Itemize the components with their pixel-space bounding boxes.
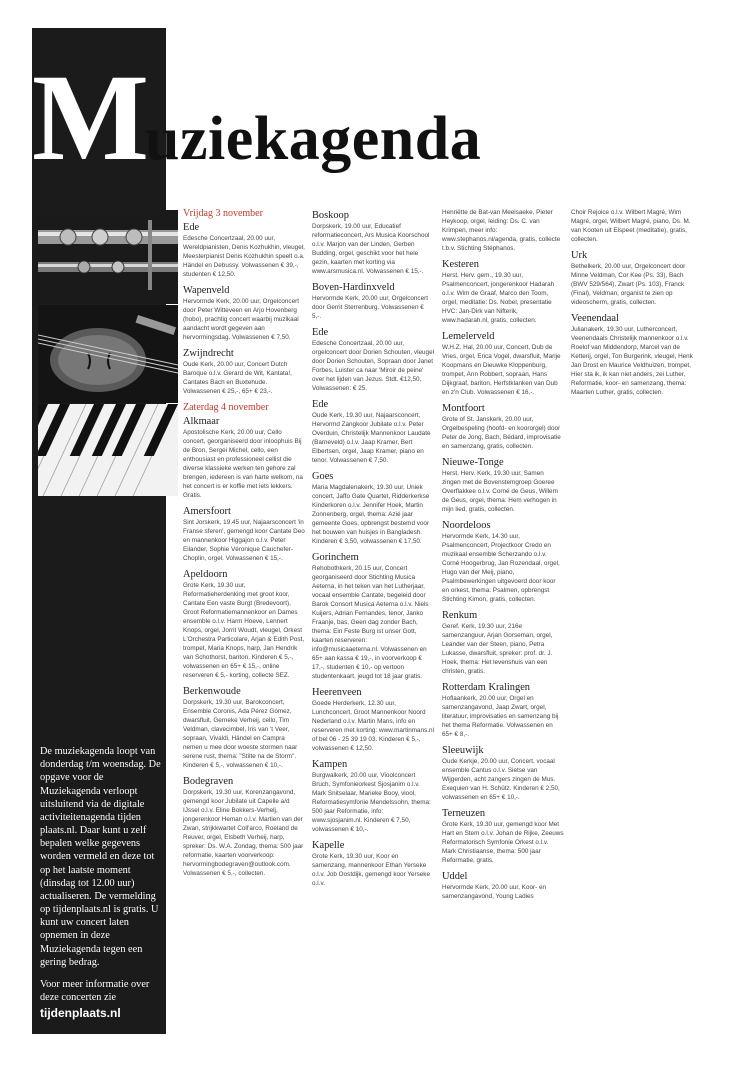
concert-details: Grote of St. Janskerk, 20.00 uur, Orgelbespeling (hoofd- en koororgel) door Peter de Jong, Bach, Bédard, improvisatie en samenzang, gratis, collecten. <box>442 415 561 450</box>
concert-details: Herst. Herv. gem., 19.30 uur, Psalmenconcert, jongerenkoor Hadarah o.l.v. Wim de Graaf, Marco den Toom, orgel, meditatie: Ds. Nobel, presentatie HVC: Jan-Dirk van Nifterik, www.hadarah.nl, gratis, collecten. <box>442 271 555 324</box>
flute-photo <box>38 210 178 304</box>
concert-entry <box>442 259 564 325</box>
city-heading: Kesteren <box>442 259 479 270</box>
concert-entry <box>442 331 564 397</box>
website-link[interactable]: tijdenplaats.nl <box>40 1006 121 1021</box>
sidebar-info <box>40 745 162 1031</box>
page-title <box>32 49 482 186</box>
city-heading: Boven-Hardinxveld <box>312 281 395 293</box>
concert-details: W.H.Z. Hal, 20.00 uur, Concert, Dub de Vries, orgel, Erica Vogel, dwarsfluit, Marije Koopmans en Dieuwke Kloppenburg, trompet, Ann Robbert, sopraan, Hans Dijkgraaf, bariton, Herfstklanken van Dub en z'n Club. Volwassenen € 16,-. <box>442 343 561 396</box>
concert-entry <box>442 457 564 514</box>
concert-entry <box>183 569 305 680</box>
city-heading: Terneuzen <box>442 807 486 819</box>
concert-details: Choir Rejoice o.l.v. Wilbert Magré, Wim Magré, orgel, Wilbert Magré, piano, Ds. M. van Kooten uit Elspeet (meditatie), gratis, collecten. <box>571 209 691 243</box>
concert-details: Herst. Herv. Kerk, 19.30 uur, Samen zingen met de Bovenstemgroep Goeree Overflakkee o.l.v. Corné de Geus, Willem de Geus, orgel, thema: Hem verhogen in mijn lied, gratis, collecten. <box>442 469 558 513</box>
concert-entry <box>442 745 564 802</box>
concert-entry <box>183 416 305 500</box>
concert-details: Hervormde Kerk, 20.00 uur, Koor- en samenzangavond, Young Ladies <box>442 883 547 900</box>
concert-entry <box>442 808 564 865</box>
city-heading: Veenendaal <box>571 312 619 324</box>
concert-details: Julianakerk, 19.30 uur, Lutherconcert, Veenendaals Christelijk mannenkoor o.l.v. Roelof van Middendorp, Marcel van de Ketterij, orgel, Ton Burgerink, vleugel, Henk Jan Drost en Maurice Veldhuizen, trompet, Hier sta ik, ik kan niet anders, zei Luther, Reformatie, koor- en samenzang, thema: Maarten Luther, gratis, collecten. <box>571 325 693 396</box>
city-heading: Boskoop <box>312 210 349 221</box>
concert-details: Hervormde Kerk, 20.00 uur, Orgelconcert door Peter Witteveen en Arjo Hovenberg (hobo), prachtig concert waarbij muzikaal aandacht wordt gegeven aan hervormingsdag. Volwassenen € 7,50. <box>183 297 300 341</box>
concert-entry <box>571 208 693 244</box>
concert-details: Apostolische Kerk, 20.00 uur, Cello concert, georganiseerd door inloophuis Bij de Bron, Sergei Michel, cello, een enthousiast en professioneel cellist die diverse klassieke werken ten gehore zal brengen, iedereen is van harte welkom, na het concert is er koffie met iets lekkers. Gratis. <box>183 428 303 499</box>
city-heading: Alkmaar <box>183 415 220 427</box>
piano-photo <box>38 404 178 496</box>
concert-entry <box>312 759 434 834</box>
concert-entry <box>183 222 305 279</box>
concert-details: Maria Magdalenakerk, 19.30 uur, Uniek concert, Jaffo Gate Quartet, Ridderkerkse Kinderkoren o.l.v. Jennifer Hoek, Martin Zonnenberg, orgel, thema: Azié jaar gemeente Goes, opbrengst bestemd voor het bouwen van huisjes in Bangladesh. Kinderen € 3,50, volwassenen € 17,50. <box>312 483 430 545</box>
concert-details: Goede Herderkerk, 12.30 uur, Lunchconcert, Groot Mannenkoor Noord Nederland o.l.v. Martin Mans, info en reserveren met korting: www.martinmans.nl of bel 06 - 25 39 19 03. Kinderen € 5,-, volwassenen € 12,50. <box>312 699 434 752</box>
sidebar-paragraph: De muziekagenda loopt van donderdag t/m woensdag. De opgave voor de Muziekagenda verloopt uitsluitend via de digitale activiteitenagenda tijden plaats.nl. Daar kunt u zelf bepalen welke gegevens worden vermeld en deze tot op het laatste moment (dinsdag tot 12.00 uur) actualiseren. De vermelding op tijdenplaats.nl is gratis. U kunt uw concert laten opnemen in deze Muziekagenda tegen een gering bedrag. <box>40 746 161 968</box>
concert-entry <box>312 471 434 546</box>
city-heading: Ede <box>312 326 329 338</box>
concert-entry <box>183 285 305 342</box>
title-rest: uziekagenda <box>145 105 482 173</box>
concert-details: Geref. Kerk, 19.30 uur, 216e samenzanguur, Arjan Gorseman, orgel, Leander van der Steen, piano, Petra Lukasse, dwarsfluit, spreker: prof. dr. J. Hoek, thema: Het levenshuis van een christen, gratis. <box>442 622 553 675</box>
day-heading: Vrijdag 3 november <box>183 208 263 219</box>
city-heading: Goes <box>312 470 334 482</box>
concert-entry <box>312 840 434 888</box>
day-heading: Zaterdag 4 november <box>183 401 269 413</box>
concert-entry <box>183 776 305 878</box>
concert-entry <box>183 348 305 396</box>
city-heading: Uddel <box>442 870 468 882</box>
column <box>442 208 564 907</box>
concert-details: Dorpskerk, 19.30 uur, Barokconcert, Ensemble Coronis, Ada Pérez Gómez, dwarsfluit, Gerneke Verheij, cello, Tim Veldman, clavecimbel, Iris van 't Veer, sopraan, Vivaldi, Händel en Campra nemen u mee door woeste stormen naar serene rust, thema: "Stilte na de Storm". Kinderen € 5,-, volwassenen € 10,-. <box>183 698 298 769</box>
city-heading: Urk <box>571 250 588 261</box>
concert-entry <box>442 871 564 901</box>
city-heading: Gorinchem <box>312 551 359 563</box>
city-heading: Wapenveld <box>183 284 230 296</box>
concert-entry <box>183 686 305 770</box>
city-heading: Kampen <box>312 758 348 770</box>
concert-details: Oude Kerkje, 20.00 uur, Concert, vocaal ensemble Cantus o.l.v. Sietse van Wijgerden, acht zangers zingen de Mus. Exequien van H. Schütz. Kinderen € 2,50, volwassenen en 65+ € 10,-. <box>442 757 560 801</box>
sidebar-paragraph: Voor meer informatie over deze concerten zie tijdenplaats.nl <box>40 978 162 1022</box>
concert-details: Burgwalkerk, 20.00 uur, Vioolconcert Bruch, Symfonieorkest Sjosjanim o.l.v. Mark Snitselaar, Marieke Booy, viool, Reformatiesymfonie Mendelssohn, thema: 500 jaar Reformatie, info: www.sjosjanim.nl. Kinderen € 7,50, volwassenen € 10,-. <box>312 771 431 833</box>
concert-entry <box>312 210 434 276</box>
concert-details: Hoflaankerk, 20.00 uur, Orgel en samenzangavond, Jaap Zwart, orgel, literatuur, improvisaties en samenzang bij het thema Reformatie. Volwassenen en 65+ € 8,-. <box>442 694 559 738</box>
concert-listing <box>183 208 718 1028</box>
title-initial: M <box>32 49 148 186</box>
city-heading: Kapelle <box>312 839 345 851</box>
concert-details: Rehobothkerk, 20.15 uur, Concert georganiseerd door Stichting Musica Aeterna, in het teken van het Lutherjaar, vocaal ensemble Cantate, begeleid door Barok Consort Musica Aeterna o.l.v. Niels Kuijers, Adrian Fernandes, tenor, Janko Fraanje, bas, Geen dag zonder Bach, thema: Ein Feste Burg ist unser Gott, kaarten reserveren: info@musicaaeterna.nl. Volwassenen en 65+ aan kassa € 19,-, in voorverkoop € 17,-, studenten € 10,- op vertoon studentenkaart, jeugd tot 18 jaar gratis. <box>312 564 429 680</box>
concert-details: Grote Kerk, 19.30 uur, gemengd koor Met Hart en Stem o.l.v. Johan de Rijke, Zeeuws Reformatorisch Symfonie Orkest o.l.v. Mark Christiaanse, thema: 500 jaar Reformatie, gratis. <box>442 820 564 864</box>
city-heading: Lemelerveld <box>442 330 495 342</box>
concert-details: Bethelkerk, 20.00 uur, Orgelconcert door Minne Veldman, Cor Kee (Ps. 33), Bach (BWV 529/564), Zwart (Ps. 103), Franck (Final), Veldman, organist te zien op videoscherm, gratis, collecten. <box>571 262 686 306</box>
city-heading: Noordeloos <box>442 519 491 531</box>
concert-entry <box>442 403 564 451</box>
concert-details: Grote Kerk, 19.30 uur, Reformatieherdenking met groot koor, Cantate Een vaste Burgt (Bredevoort), Groot Reformatiemannenkoor en Dames ensemble o.l.v. Harm Hoeve, Lennert Knops, orgel, Jorrit Woudt, vleugel, Orkest L'Orchestra Particolare, Arjan & Edith Post, trompet, Maria Knops, harp, Jan Hendrik van Schothorst, bariton. Kinderen € 5,-, volwassenen en 65+ € 15,-, online reserveren € 5,- korting, collecte SEZ. <box>183 581 305 679</box>
city-heading: Amersfoort <box>183 505 231 517</box>
city-heading: Montfoort <box>442 402 485 414</box>
column <box>183 208 305 884</box>
concert-entry <box>571 250 693 307</box>
concert-entry <box>312 399 434 465</box>
concert-entry <box>312 687 434 753</box>
city-heading: Renkum <box>442 609 478 621</box>
concert-details: Dorpskerk, 19.30 uur, Korenzangavond, gemengd koor Jubilate uit Capelle a/d IJssel o.l.v. Eline Bokkers-Verhelj, jongerenkoor Heman o.l.v. Martien van der Zwan, strijkkwartet Coll'arco, Roeland de Reuver, orgel, Elsbeth Verheij, harp, spreker: Ds. W.A. Zondag, thema: 500 jaar reformatie, kaarten voorverkoop: hervormingbodegraven@outlook.com. Volwassenen € 5,-, collecten. <box>183 788 304 877</box>
city-heading: Bodegraven <box>183 775 234 787</box>
concert-details: Grote Kerk, 19.30 uur, Koor en samenzang, mannenkoor Ethan Yerseke o.l.v. Job Oostdijk, gemengd koor Yerseke o.l.v. <box>312 852 431 887</box>
concert-entry <box>312 282 434 321</box>
column <box>571 208 693 403</box>
city-heading: Rotterdam Kralingen <box>442 681 531 693</box>
concert-details: Sint Jorskerk, 19.45 uur, Najaarsconcert 'in Franse sferen', gemengd koor Cantate Deo en mannenkoor Higgajon o.l.v. Peter Eilander, Sophie Véronique Cauchefer-Choplin, orgel. Volwassenen € 15,-. <box>183 518 305 562</box>
city-heading: Sleeuwijk <box>442 744 484 756</box>
concert-entry <box>442 610 564 676</box>
concert-entry <box>571 313 693 397</box>
concert-details: Oude Kerk, 19.30 uur, Najaarsconcert, Hervormd Zangkoor Jubilate o.l.v. Peter Overduin, Christelijk Mannenkoor Laudate (Barneveld) o.l.v. Jaap Kramer, Bert Elbertsen, orgel, Jaap Kramer, piano en tenor. Volwassenen € 7,50. <box>312 411 431 464</box>
concert-details: Hervormde Kerk, 14.30 uur, Psalmenconcert, Projectkoor Credo en muzikaal ensemble Scherzando o.l.v. Corné Hoogerbrug, Jan Rozendaal, orgel, Hugo van der Meij, piano, Psalmbewerkingen uitgevoerd door koor en orkest, thema: Psalmen, opbrengst Stichting Kimon, gratis, collecten. <box>442 532 560 603</box>
concert-entry <box>312 552 434 681</box>
concert-entry <box>442 520 564 604</box>
concert-details: Hervormde Kerk, 20.00 uur, Orgelconcert door Gerrit Sterrenburg. Volwassenen € 5,-. <box>312 294 429 320</box>
concert-entry <box>312 327 434 393</box>
concert-details: Edesche Concertzaal, 20.00 uur, Wereldpianisten, Denis Kozhukhin, vleugel, Meesterpianist Denis Kozhukhin speelt o.a. Händel en Debussy. Volwassenen € 39,-, studenten € 12,50. <box>183 234 305 278</box>
violin-photo <box>38 305 178 403</box>
city-heading: Heerenveen <box>312 686 362 698</box>
concert-entry <box>183 506 305 563</box>
city-heading: Ede <box>312 398 329 410</box>
concert-details: Edesche Concertzaal, 20.00 uur, orgelconcert door Dorien Schouten, vleugel door Dorien Schouten, Sopraan door Janet Forbes, Luister ca naar 'Miroir de peine' over het lijden van Jezus. Stdt. €12,50, Volwassenen: € 25. <box>312 339 435 392</box>
city-heading: Zwijndrecht <box>183 347 234 359</box>
concert-details: Oude Kerk, 20.00 uur, Concert Dutch Baroque o.l.v. Gerard de Wit, Kantata!, Cantates Bach en Buxtehude. Volwassenen € 25,-, 65+ € 23,-. <box>183 360 292 395</box>
concert-entry <box>442 682 564 739</box>
city-heading: Ede <box>183 222 200 233</box>
column <box>312 208 434 894</box>
concert-entry <box>442 208 564 253</box>
concert-details: Henriëtte de Bat-van Meelsaeke, Pieter Heykoop, orgel, leiding: Ds. C. van Krimpen, meer info: www.stephanos.nl/agenda, gratis, collecte t.b.v. Stichting Stéphanos. <box>442 209 561 252</box>
city-heading: Berkenwoude <box>183 685 241 697</box>
concert-details: Dorpskerk, 19.00 uur, Educatief reformatieconcert, Ars Musica Koorschool o.l.v. Marjon van der Linden, Gerben Budding, orgel, geschikt voor het hele gezin, kaarten met korting via www.arsmusica.nl. Volwassenen € 15,-. <box>312 222 430 275</box>
city-heading: Apeldoorn <box>183 568 228 580</box>
city-heading: Nieuwe-Tonge <box>442 456 504 468</box>
